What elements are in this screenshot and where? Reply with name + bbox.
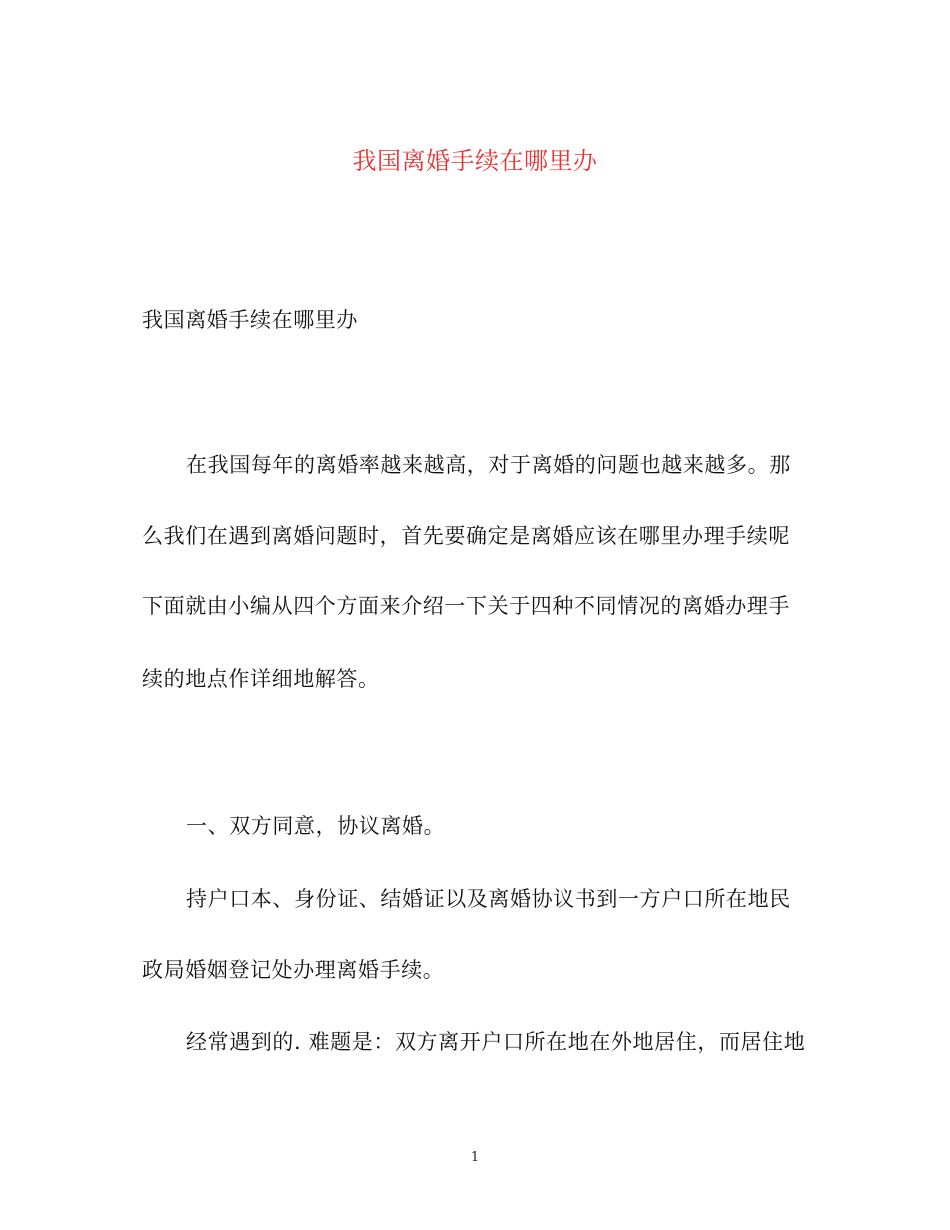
paragraph-1-line-1: 在我国每年的离婚率越来越高，对于离婚的问题也越来越多。那	[186, 453, 791, 477]
paragraph-1-line-2: 么我们在遇到离婚问题时，首先要确定是离婚应该在哪里办理手续呢	[142, 524, 790, 548]
page-number: 1	[470, 1150, 480, 1165]
section-1-paragraph-2-line-1: 经常遇到的. 难题是：双方离开户口所在地在外地居住，而居住地	[186, 1030, 806, 1054]
paragraph-1-line-3: 下面就由小编从四个方面来介绍一下关于四种不同情况的离婚办理手	[142, 594, 790, 618]
section-1-heading: 一、双方同意，协议离婚。	[186, 814, 446, 838]
paragraph-1-line-4: 续的地点作详细地解答。	[142, 667, 380, 691]
section-1-paragraph-1-line-1: 持户口本、身份证、结婚证以及离婚协议书到一方户口所在地民	[186, 887, 791, 911]
section-1-paragraph-1-line-2: 政局婚姻登记处办理离婚手续。	[142, 958, 445, 982]
document-title: 我国离婚手续在哪里办	[352, 147, 598, 175]
document-subtitle: 我国离婚手续在哪里办	[142, 308, 358, 332]
